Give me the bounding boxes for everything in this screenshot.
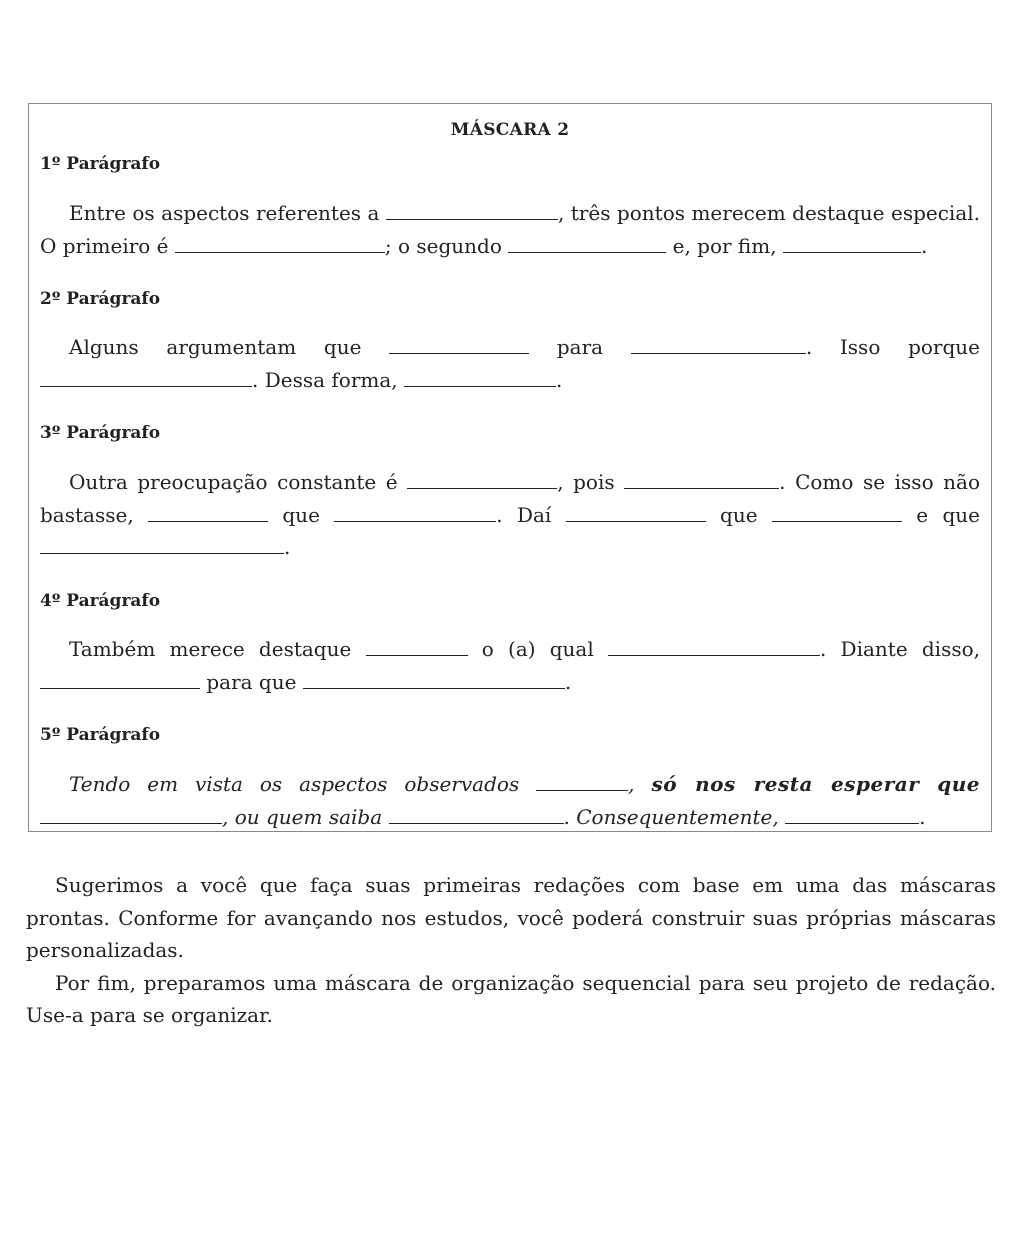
fill-blank[interactable]	[389, 806, 564, 824]
fill-blank[interactable]	[404, 369, 556, 387]
paragraph-1-heading: 1º Parágrafo	[40, 154, 161, 174]
fill-blank[interactable]	[40, 806, 222, 824]
paragraph-3-template: Outra preocupação constante é , pois . Como se isso não bastasse, que . Daí que e que .	[40, 470, 981, 559]
fill-blank[interactable]	[536, 773, 628, 791]
fill-blank[interactable]	[40, 671, 200, 689]
fill-blank[interactable]	[772, 504, 902, 522]
paragraph-2-template: Alguns argumentam que para . Isso porque . Dessa forma, .	[40, 331, 980, 396]
paragraph-3-heading: 3º Parágrafo	[40, 423, 161, 443]
body-text	[26, 869, 996, 1032]
fill-blank[interactable]	[334, 504, 496, 522]
paragraph-4-heading: 4º Parágrafo	[40, 591, 161, 611]
body-paragraph-2: Por fim, preparamos uma máscara de organização sequencial para seu projeto de redação. Use-a para se organizar.	[26, 970, 996, 1027]
paragraph-5-template: Tendo em vista os aspectos observados , só nos resta esperar que , ou quem saiba . Consequentemente, .	[40, 768, 980, 833]
emphasis-text: só nos resta esperar que	[651, 772, 981, 796]
fill-blank[interactable]	[40, 369, 252, 387]
fill-blank[interactable]	[386, 202, 558, 220]
fill-blank[interactable]	[608, 638, 820, 656]
paragraph-2-heading: 2º Parágrafo	[40, 289, 161, 309]
paragraph-4-template: Também merece destaque o (a) qual . Diante disso, para que .	[40, 633, 980, 698]
body-paragraph-1: Sugerimos a você que faça suas primeiras redações com base em uma das máscaras prontas. Conforme for avançando nos estudos, você poderá construir suas próprias máscaras personalizadas.	[26, 873, 996, 962]
fill-blank[interactable]	[148, 504, 268, 522]
fill-blank[interactable]	[389, 336, 529, 354]
fill-blank[interactable]	[175, 235, 385, 253]
fill-blank[interactable]	[40, 536, 284, 554]
fill-blank[interactable]	[303, 671, 565, 689]
paragraph-5-heading: 5º Parágrafo	[40, 725, 161, 745]
fill-blank[interactable]	[508, 235, 666, 253]
fill-blank[interactable]	[783, 235, 921, 253]
paragraph-1-template: Entre os aspectos referentes a , três pontos merecem destaque especial. O primeiro é ; o segundo e, por fim, .	[40, 201, 981, 258]
mask-title: MÁSCARA 2	[450, 120, 570, 140]
fill-blank[interactable]	[566, 504, 706, 522]
fill-blank[interactable]	[631, 336, 806, 354]
fill-blank[interactable]	[785, 806, 919, 824]
fill-blank[interactable]	[624, 471, 779, 489]
fill-blank[interactable]	[366, 638, 468, 656]
mask-box	[28, 103, 992, 832]
fill-blank[interactable]	[407, 471, 557, 489]
